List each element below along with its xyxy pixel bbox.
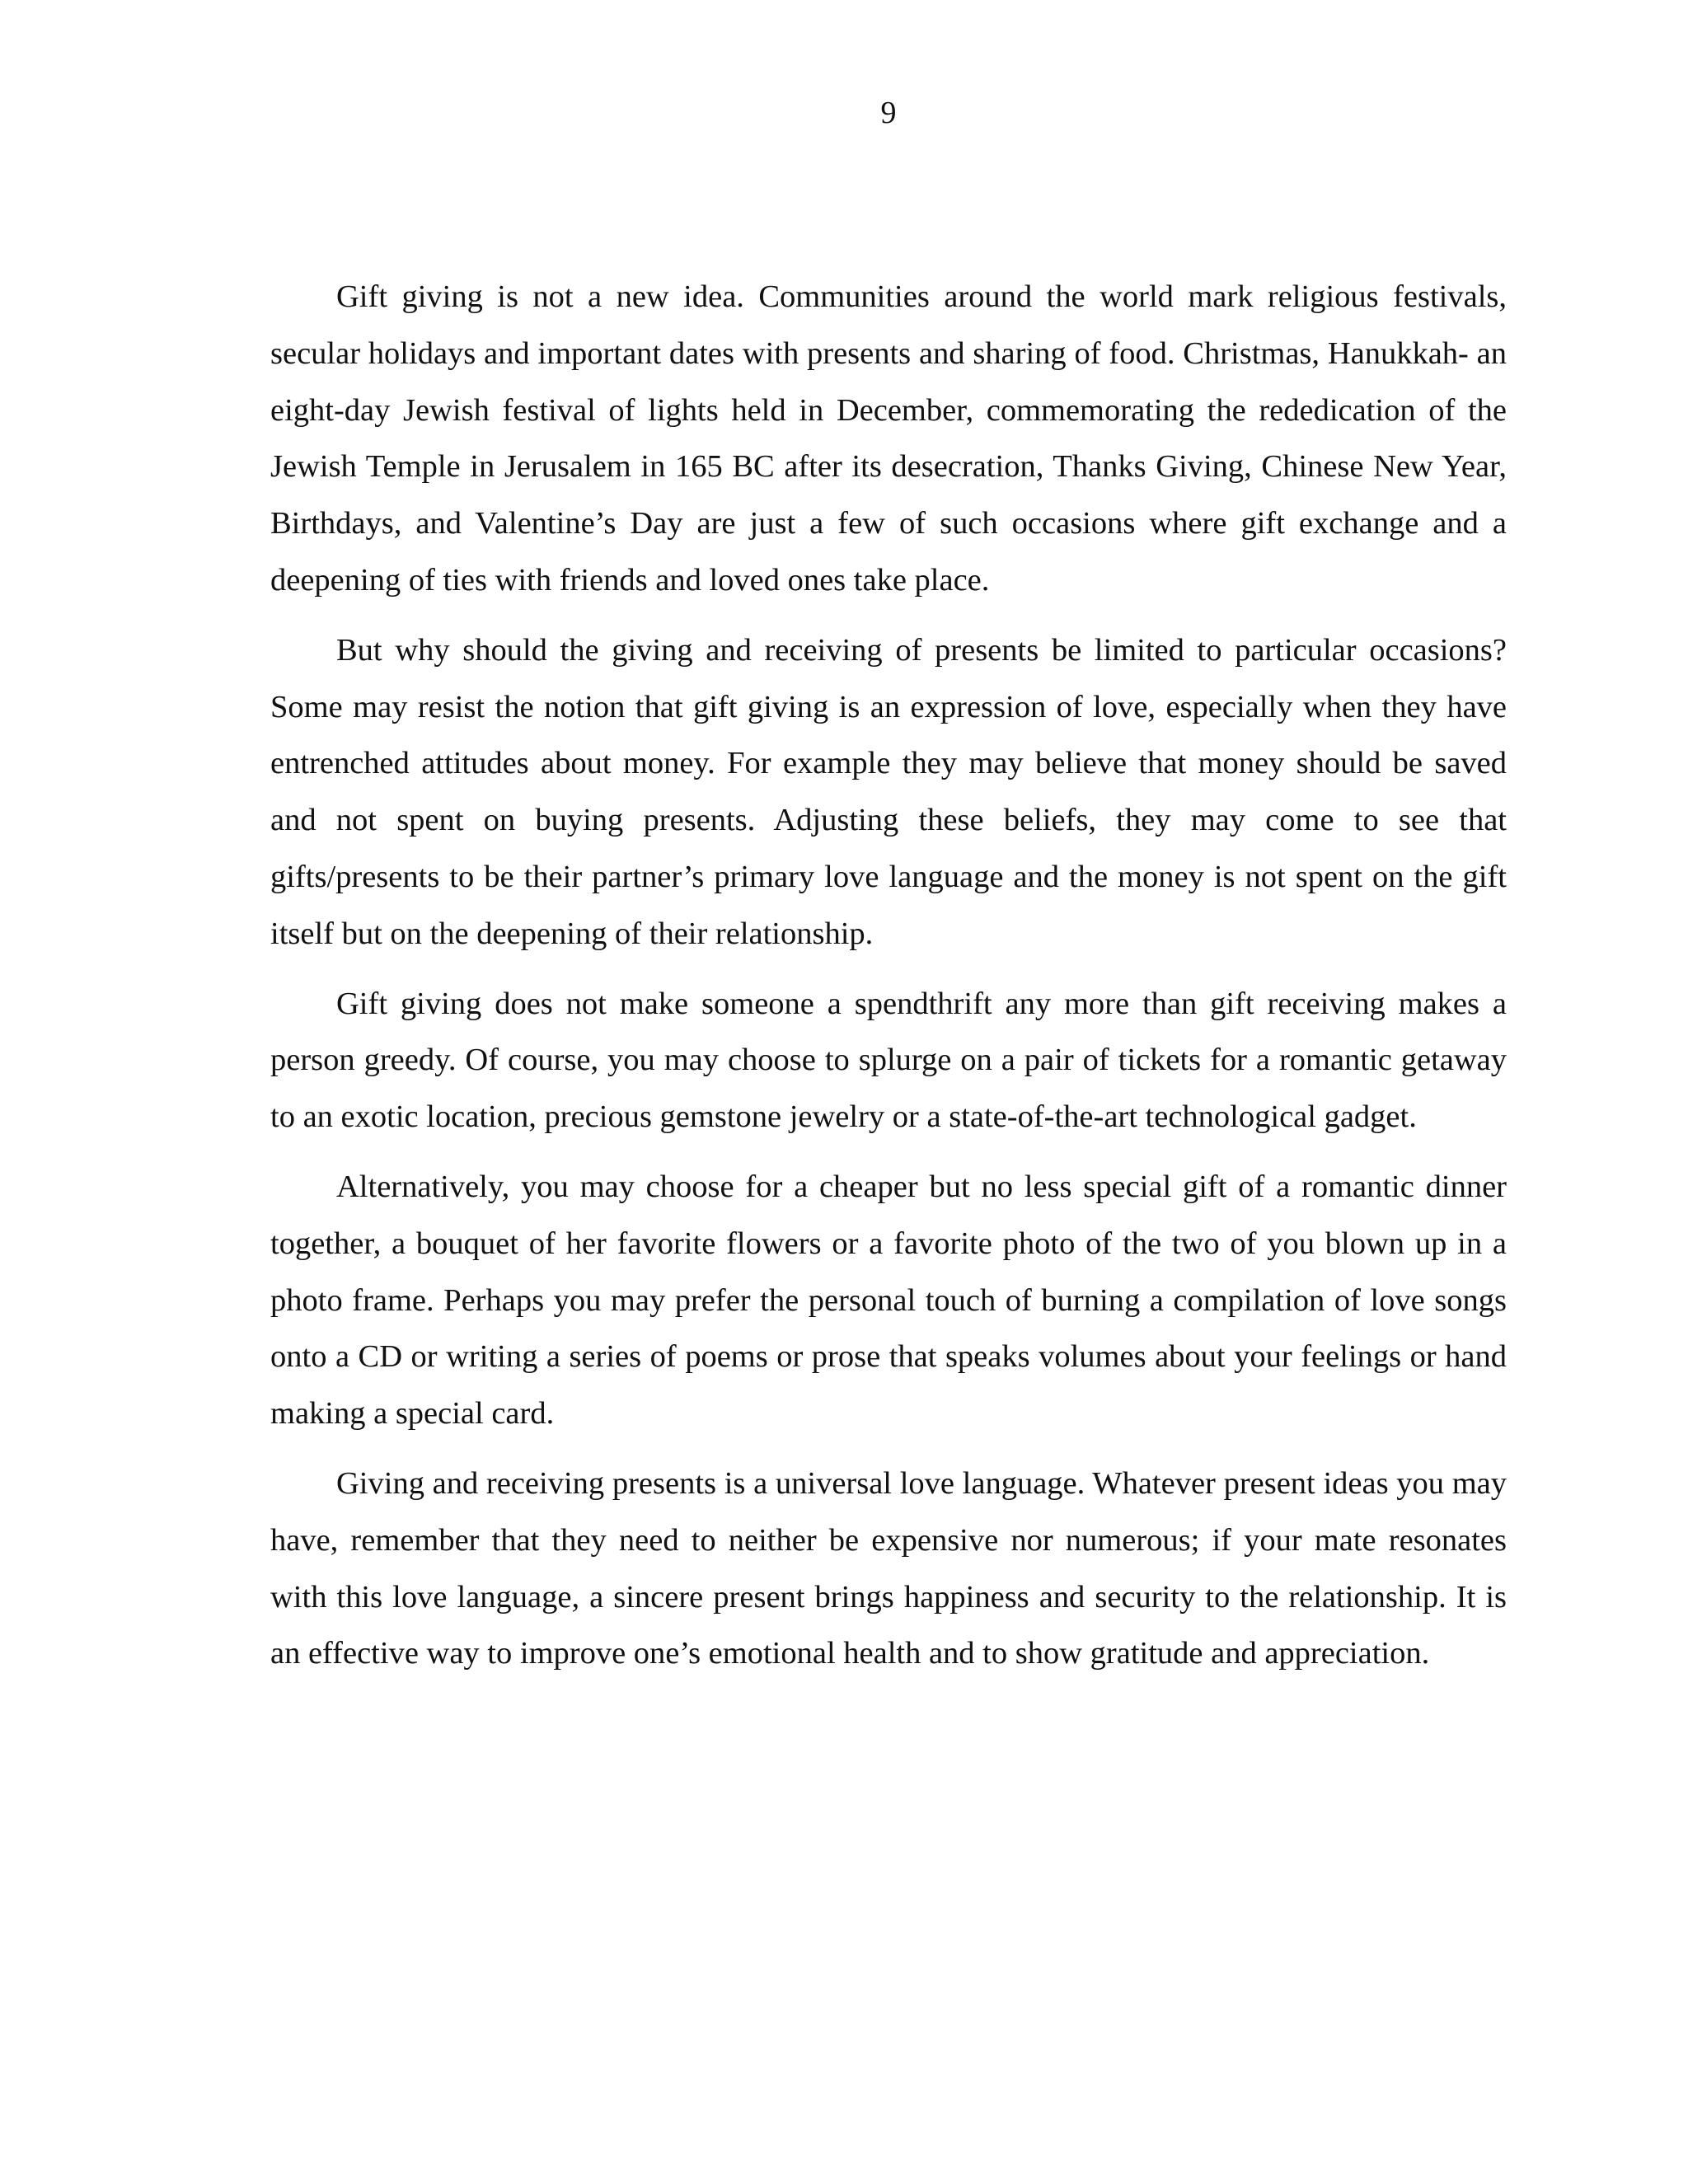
paragraph-3: Gift giving does not make someone a spendthrift any more than gift receiving makes a person greedy. Of course, you may choose to splurge on a pair of tickets for a romantic getaway to an exotic location, precious gemstone jewelry or a state-of-the-art technological gadget. <box>270 986 1507 1135</box>
paragraph-4: Alternatively, you may choose for a cheaper but no less special gift of a romantic dinner together, a bouquet of her favorite flowers or a favorite photo of the two of you blown up in a photo frame. Perhaps you may prefer the personal touch of burning a compilation of love songs onto a CD or writing a series of poems or prose that speaks volumes about your feelings or hand making a special card. <box>270 1169 1507 1432</box>
paragraph-2: But why should the giving and receiving of presents be limited to particular occasions? Some may resist the notion that gift giving is an expression of love, especially when they have entrenched attitudes about money. For example they may believe that money should be saved and not spent on buying presents. Adjusting these beliefs, they may come to see that gifts/presents to be their partner’s primary love language and the money is not spent on the gift itself but on the deepening of their relationship. <box>270 632 1507 951</box>
body-text <box>270 269 1507 1695</box>
paragraph-1: Gift giving is not a new idea. Communities around the world mark religious festivals, secular holidays and important dates with presents and sharing of food. Christmas, Hanukkah- an eight-day Jewish festival of lights held in December, commemorating the rededication of the Jewish Temple in Jerusalem in 165 BC after its desecration, Thanks Giving, Chinese New Year, Birthdays, and Valentine’s Day are just a few of such occasions where gift exchange and a deepening of ties with friends and loved ones take place. <box>270 279 1507 598</box>
page-number: 9 <box>880 96 897 130</box>
paragraph-5: Giving and receiving presents is a universal love language. Whatever present ideas you may have, remember that they need to neither be expensive nor numerous; if your mate resonates with this love language, a sincere present brings happiness and security to the relationship. It is an effective way to improve one’s emotional health and to show gratitude and appreciation. <box>270 1465 1507 1671</box>
